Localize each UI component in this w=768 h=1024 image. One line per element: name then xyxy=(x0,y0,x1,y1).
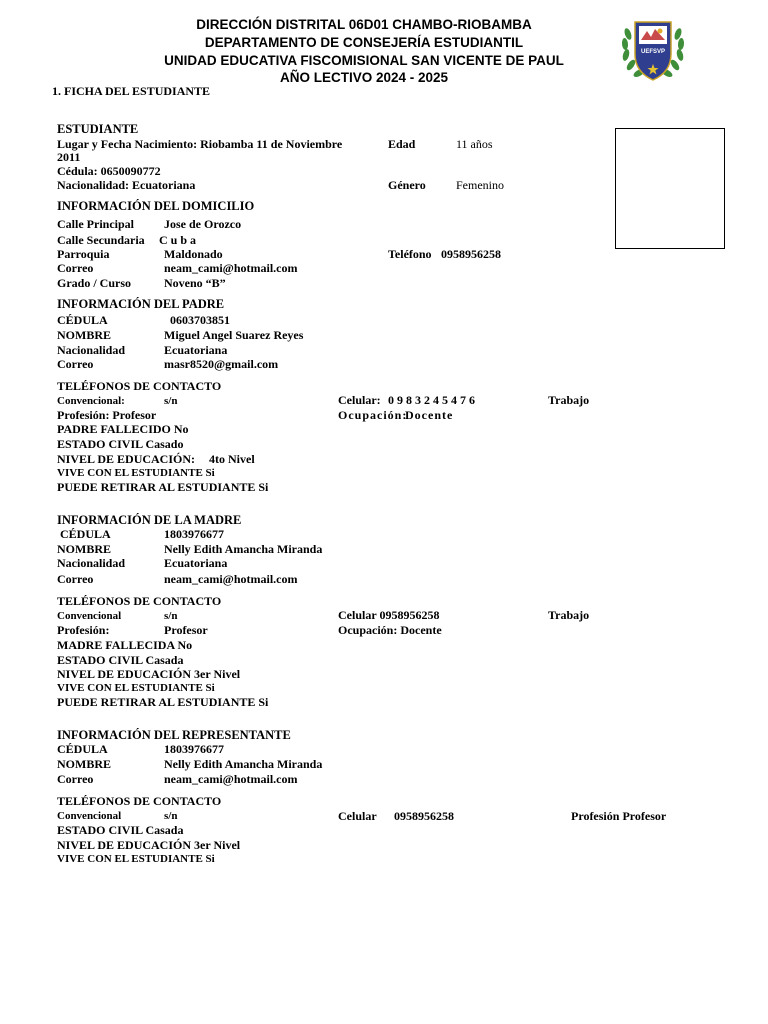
father-can-pickup: PUEDE RETIRAR AL ESTUDIANTE Si xyxy=(57,480,269,494)
mother-cedula-label: CÉDULA xyxy=(60,527,111,541)
father-name-label: NOMBRE xyxy=(57,328,111,342)
mother-deceased: MADRE FALLECIDA No xyxy=(57,638,193,652)
father-work-label: Trabajo xyxy=(548,393,590,407)
mother-name-label: NOMBRE xyxy=(57,542,111,556)
father-heading: INFORMACIÓN DEL PADRE xyxy=(57,297,225,311)
header-line-1: DIRECCIÓN DISTRITAL 06D01 CHAMBO-RIOBAMBA xyxy=(196,17,532,32)
school-crest-logo xyxy=(618,14,688,86)
representative-email-label: Correo xyxy=(57,772,94,786)
father-mobile-label: Celular: xyxy=(338,393,381,407)
grade-value: Noveno “B” xyxy=(164,276,226,290)
father-email-label: Correo xyxy=(57,357,94,371)
father-nationality-value: Ecuatoriana xyxy=(164,343,228,357)
representative-profession: Profesión Profesor xyxy=(571,809,667,823)
representative-cedula-value: 1803976677 xyxy=(164,742,224,756)
representative-name-label: NOMBRE xyxy=(57,757,111,771)
representative-mobile-value: 0958956258 xyxy=(394,809,454,823)
mother-cedula-value: 1803976677 xyxy=(164,527,224,541)
representative-cedula-label: CÉDULA xyxy=(57,742,108,756)
student-heading: ESTUDIANTE xyxy=(57,122,139,136)
representative-civil-status: ESTADO CIVIL Casada xyxy=(57,823,184,837)
mother-landline-value: s/n xyxy=(164,610,178,622)
second-street-value: C u b a xyxy=(159,233,197,247)
father-education-value: 4to Nivel xyxy=(209,452,255,466)
mother-education: NIVEL DE EDUCACIÓN 3er Nivel xyxy=(57,667,241,681)
photo-placeholder xyxy=(615,128,725,249)
father-cedula-value: 0603703851 xyxy=(170,313,230,327)
mother-civil-status: ESTADO CIVIL Casada xyxy=(57,653,184,667)
home-phone-label: Teléfono xyxy=(388,247,432,261)
father-name-value: Miguel Angel Suarez Reyes xyxy=(164,328,304,342)
mother-contact-heading: TELÉFONOS DE CONTACTO xyxy=(57,594,222,608)
representative-email-value: neam_cami@hotmail.com xyxy=(164,772,298,786)
representative-contact-heading: TELÉFONOS DE CONTACTO xyxy=(57,794,222,808)
home-email-value: neam_cami@hotmail.com xyxy=(164,261,298,275)
header-line-2: DEPARTAMENTO DE CONSEJERÍA ESTUDIANTIL xyxy=(204,35,524,50)
mother-profession-label: Profesión: xyxy=(57,623,110,637)
section-title: 1. FICHA DEL ESTUDIANTE xyxy=(52,84,211,98)
home-phone-value: 0958956258 xyxy=(441,247,501,261)
representative-lives-with: VIVE CON EL ESTUDIANTE Si xyxy=(57,853,215,865)
father-landline-value: s/n xyxy=(164,395,178,407)
main-street-value: Jose de Orozco xyxy=(164,217,242,231)
representative-landline-value: s/n xyxy=(164,810,178,822)
gender-value: Femenino xyxy=(456,178,504,192)
home-email-label: Correo xyxy=(57,261,94,275)
age-value: 11 años xyxy=(456,137,493,151)
grade-label: Grado / Curso xyxy=(57,276,132,290)
mother-landline-label: Convencional xyxy=(57,610,122,622)
birth-info-line-2: 2011 xyxy=(57,150,81,164)
student-nationality: Nacionalidad: Ecuatoriana xyxy=(57,178,196,192)
father-profession: Profesión: Profesor xyxy=(57,408,157,422)
father-contact-heading: TELÉFONOS DE CONTACTO xyxy=(57,379,222,393)
parish-value: Maldonado xyxy=(164,247,223,261)
representative-heading: INFORMACIÓN DEL REPRESENTANTE xyxy=(57,728,291,742)
header-line-3: UNIDAD EDUCATIVA FISCOMISIONAL SAN VICENTE DE PAUL xyxy=(164,53,564,68)
representative-landline-label: Convencional xyxy=(57,810,122,822)
mother-nationality-label: Nacionalidad xyxy=(57,556,126,570)
mother-name-value: Nelly Edith Amancha Miranda xyxy=(164,542,323,556)
mother-email-label: Correo xyxy=(57,572,94,586)
mother-heading: INFORMACIÓN DE LA MADRE xyxy=(57,513,242,527)
father-landline-label: Convencional: xyxy=(57,395,125,407)
father-occupation-value: Docente xyxy=(405,408,454,422)
mother-can-pickup: PUEDE RETIRAR AL ESTUDIANTE Si xyxy=(57,695,269,709)
mother-occupation: Ocupación: Docente xyxy=(338,623,442,637)
second-street-label: Calle Secundaria xyxy=(57,233,145,247)
father-email-value: masr8520@gmail.com xyxy=(164,357,279,371)
father-lives-with: VIVE CON EL ESTUDIANTE Si xyxy=(57,467,215,479)
main-street-label: Calle Principal xyxy=(57,217,134,231)
birth-info-line-1: Lugar y Fecha Nacimiento: Riobamba 11 de Noviembre xyxy=(57,137,343,151)
father-civil-status: ESTADO CIVIL Casado xyxy=(57,437,184,451)
gender-label: Género xyxy=(388,178,426,192)
mother-work-label: Trabajo xyxy=(548,608,590,622)
mother-nationality-value: Ecuatoriana xyxy=(164,556,228,570)
header-line-4: AÑO LECTIVO 2024 - 2025 xyxy=(279,70,449,85)
parish-label: Parroquia xyxy=(57,247,110,261)
representative-education: NIVEL DE EDUCACIÓN 3er Nivel xyxy=(57,838,241,852)
representative-mobile-label: Celular xyxy=(338,809,377,823)
student-cedula: Cédula: 0650090772 xyxy=(57,164,161,178)
age-label: Edad xyxy=(388,137,416,151)
home-heading: INFORMACIÓN DEL DOMICILIO xyxy=(57,199,255,213)
father-occupation-label: Ocupación: xyxy=(338,408,408,422)
father-cedula-label: CÉDULA xyxy=(57,313,108,327)
father-mobile-value: 0 9 8 3 2 4 5 4 7 6 xyxy=(388,393,475,407)
mother-email-value: neam_cami@hotmail.com xyxy=(164,572,298,586)
mother-mobile: Celular 0958956258 xyxy=(338,608,440,622)
father-nationality-label: Nacionalidad xyxy=(57,343,126,357)
mother-profession-value: Profesor xyxy=(164,623,208,637)
logo-text: UEFSVP xyxy=(640,49,665,55)
father-education-label: NIVEL DE EDUCACIÓN: xyxy=(57,452,196,466)
mother-lives-with: VIVE CON EL ESTUDIANTE Si xyxy=(57,682,215,694)
representative-name-value: Nelly Edith Amancha Miranda xyxy=(164,757,323,771)
father-deceased: PADRE FALLECIDO No xyxy=(57,422,189,436)
